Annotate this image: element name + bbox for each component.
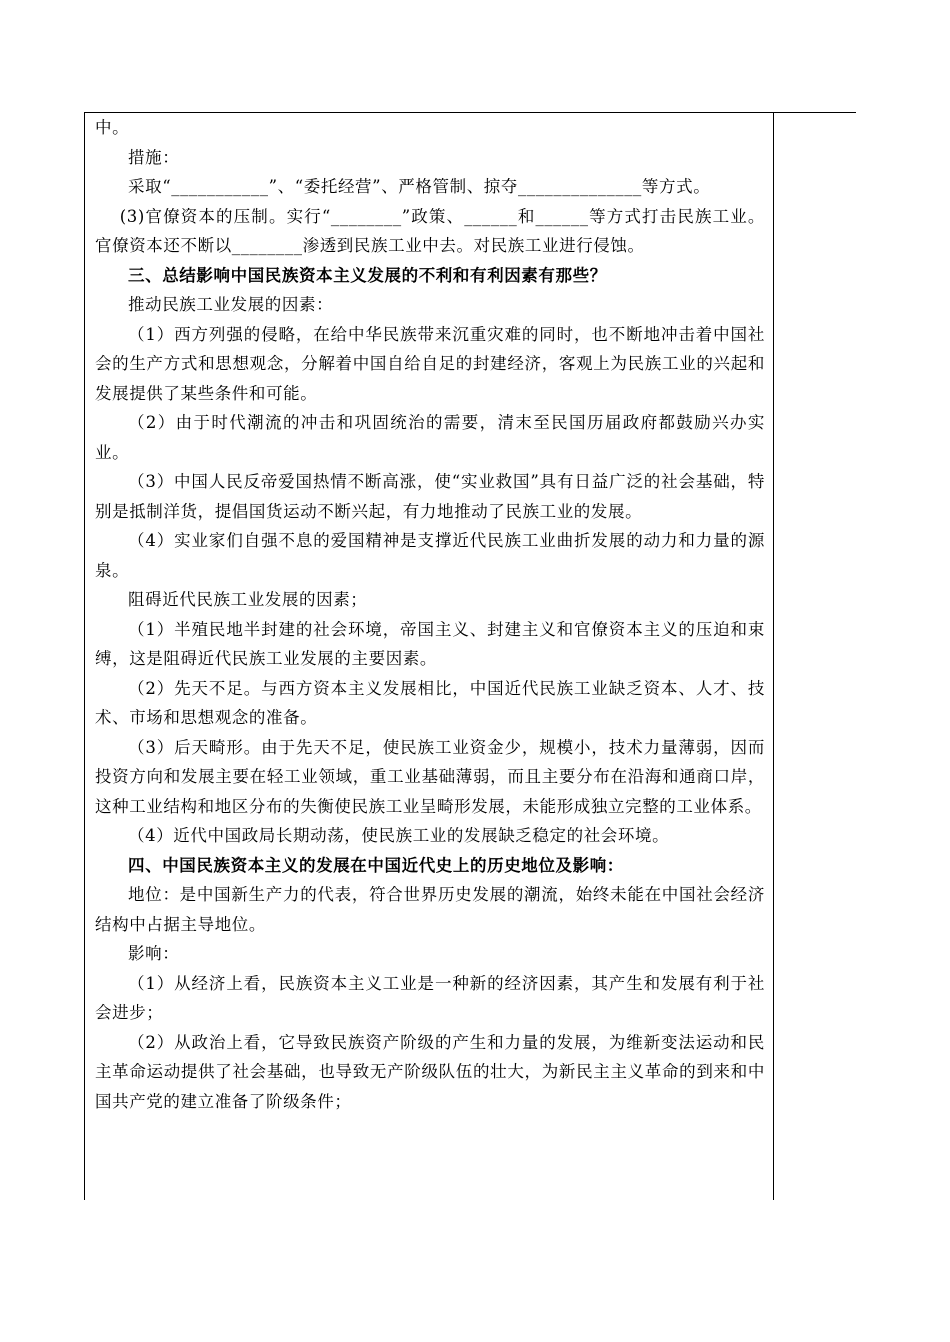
paragraph-promoting-factor-2: （2）由于时代潮流的冲击和巩固统治的需要，清末至民国历届政府都鼓励兴办实业。 xyxy=(95,413,765,462)
document-body xyxy=(95,113,765,1116)
paragraph-status: 地位：是中国新生产力的代表，符合世界历史发展的潮流，始终未能在中国社会经济结构中占据主导地位。 xyxy=(95,885,765,934)
paragraph-hindering-factor-2: （2）先天不足。与西方资本主义发展相比，中国近代民族工业缺乏资本、人才、技术、市场和思想观念的准备。 xyxy=(95,678,765,727)
section-heading-3: 三、总结影响中国民族资本主义发展的不利和有利因素有那些？ xyxy=(128,265,607,285)
paragraph-bureaucratic-capital: (3)官僚资本的压制。实行“________”政策、______和______等方式打击民族工业。官僚资本还不断以________渗透到民族工业中去。对民族工业进行侵蚀。 xyxy=(95,206,765,255)
paragraph-promoting-factors-label: 推动民族工业发展的因素： xyxy=(128,295,334,314)
paragraph-measures: 采取“___________”、“委托经营”、严格管制、掠夺______________等方式。 xyxy=(128,177,711,196)
table-column-divider xyxy=(773,112,774,1200)
paragraph-influence-label: 影响： xyxy=(128,944,180,963)
paragraph-influence-2: （2）从政治上看，它导致民族资产阶级的产生和力量的发展，为维新变法运动和民主革命运动提供了社会基础，也导致无产阶级队伍的壮大，为新民主主义革命的到来和中国共产党的建立准备了阶级条件； xyxy=(95,1032,765,1111)
paragraph-hindering-factors-label: 阻碍近代民族工业发展的因素； xyxy=(128,590,368,609)
paragraph-promoting-factor-4: （4）实业家们自强不息的爱国精神是支撑近代民族工业曲折发展的动力和力量的源泉。 xyxy=(95,531,765,580)
section-heading-4: 四、中国民族资本主义的发展在中国近代史上的历史地位及影响： xyxy=(128,855,624,875)
paragraph-promoting-factor-1: （1）西方列强的侵略，在给中华民族带来沉重灾难的同时，也不断地冲击着中国社会的生产方式和思想观念，分解着中国自给自足的封建经济，客观上为民族工业的兴起和发展提供了某些条件和可能。 xyxy=(95,324,765,403)
paragraph-hindering-factor-4: （4）近代中国政局长期动荡，使民族工业的发展缺乏稳定的社会环境。 xyxy=(128,826,670,845)
paragraph-promoting-factor-3: （3）中国人民反帝爱国热情不断高涨，使“实业救国”具有日益广泛的社会基础，特别是抵制洋货，提倡国货运动不断兴起，有力地推动了民族工业的发展。 xyxy=(95,472,765,521)
table-left-border xyxy=(84,112,85,1200)
paragraph-hindering-factor-3: （3）后天畸形。由于先天不足，使民族工业资金少，规模小，技术力量薄弱，因而投资方向和发展主要在轻工业领域，重工业基础薄弱，而且主要分布在沿海和通商口岸，这种工业结构和地区分布的失衡使民族工业呈畸形发展，未能形成独立完整的工业体系。 xyxy=(95,737,765,816)
paragraph-line: 中。 xyxy=(95,118,130,137)
paragraph-measures-label: 措施： xyxy=(128,147,180,167)
paragraph-hindering-factor-1: （1）半殖民地半封建的社会环境，帝国主义、封建主义和官僚资本主义的压迫和束缚，这是阻碍近代民族工业发展的主要因素。 xyxy=(95,619,765,668)
paragraph-influence-1: （1）从经济上看，民族资本主义工业是一种新的经济因素，其产生和发展有利于社会进步； xyxy=(95,973,765,1022)
